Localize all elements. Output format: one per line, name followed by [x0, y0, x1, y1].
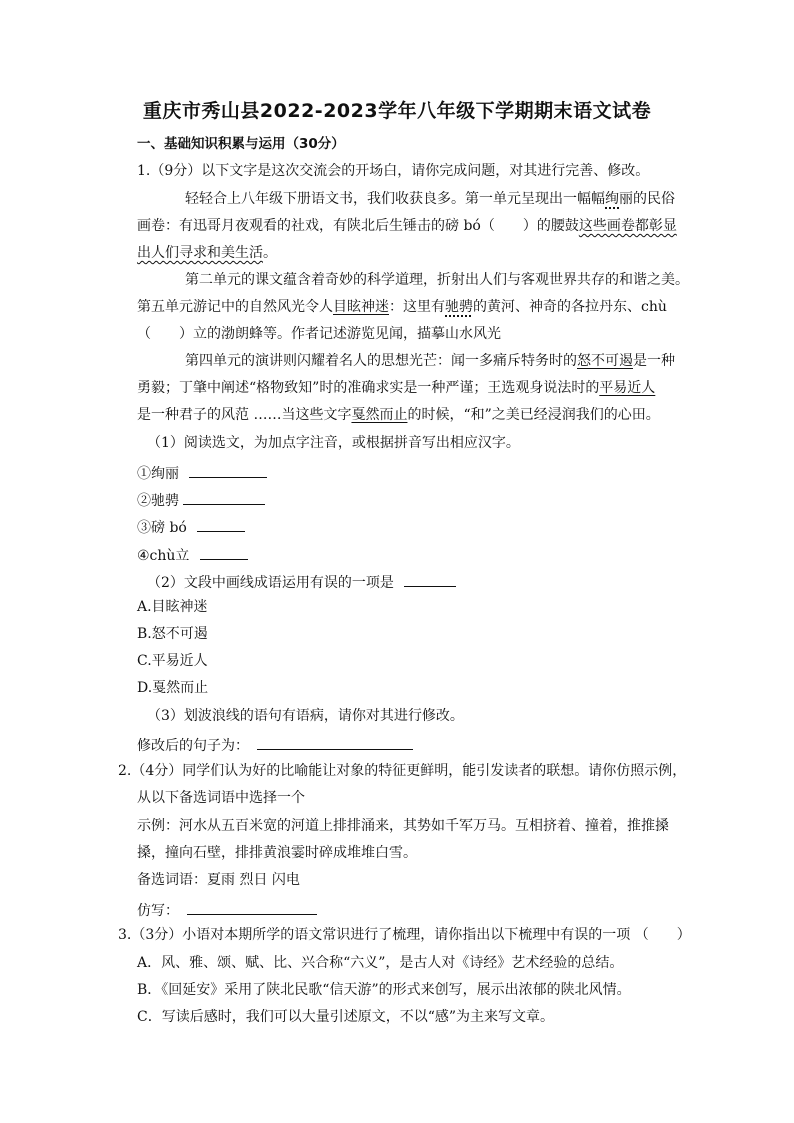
q1-passage-line — [137, 243, 277, 263]
q3-stem: 3.（3分）小语对本期所学的语文常识进行了梳理，请你指出以下梳理中有误的一项 （ ） — [118, 927, 691, 943]
text: 轻轻合上八年级下册语文书，我们收获良多。第一单元呈现出一幅幅 — [185, 191, 605, 207]
q1-passage-line — [137, 297, 667, 317]
underlined-idiom: 目眩神迷 — [333, 299, 389, 315]
q3-option-c: C．写读后感时，我们可以大量引述原文，不以“感”为主来写文章。 — [137, 1009, 555, 1025]
answer-label: 仿写： — [137, 903, 179, 919]
text: 画卷：有迅哥月夜观看的社戏，有陕北后生锤击的磅 bó（ ）的腰鼓 — [137, 218, 579, 234]
q2-stem-cont: 从以下备选词语中选择一个 — [137, 790, 305, 806]
option-c: C.平易近人 — [137, 653, 208, 669]
item-label: ②驰骋 — [137, 493, 179, 509]
q1-passage-line: （ ）立的渤朗蜂等。作者记述游览见闻，描摹山水风光 — [137, 326, 501, 342]
item-label: ③磅 bó — [137, 520, 187, 536]
underlined-idiom: 怒不可遏 — [577, 353, 633, 369]
answer-line — [137, 543, 248, 566]
q1-stem: 1.（9分）以下文字是这次交流会的开场白，请你完成问题，对其进行完善、修改。 — [137, 163, 650, 179]
exam-title: 重庆市秀山县2022-2023学年八年级下学期期末语文试卷 — [142, 100, 652, 122]
question-text: （2）文段中画线成语运用有误的一项是 — [147, 575, 394, 591]
answer-blank[interactable] — [257, 733, 413, 750]
answer-blank[interactable] — [404, 570, 456, 587]
q2-example-cont: 搡，撞向石壁，排排黄浪霎时碎成堆堆白雪。 — [137, 845, 417, 861]
text: ：这里有 — [389, 299, 445, 315]
option-b: B.怒不可遏 — [137, 626, 208, 642]
text: 第四单元的演讲则闪耀着名人的思想光芒：闻一多痛斥特务时的 — [185, 353, 577, 369]
text: 第五单元游记中的自然风光令人 — [137, 299, 333, 315]
text: 是一种 — [633, 353, 675, 369]
q1-passage-line — [137, 378, 655, 398]
answer-blank[interactable] — [187, 898, 317, 915]
underlined-idiom: 戛然而止 — [351, 407, 408, 423]
text: 丽的民俗 — [619, 191, 675, 207]
q3-option-a: A．风、雅、颂、赋、比、兴合称“六义”，是古人对《诗经》艺术经验的总结。 — [137, 955, 624, 971]
q1-sub2 — [147, 570, 456, 593]
wavy-underlined-text: 出人们寻求和美生活 — [137, 245, 263, 261]
item-label: ④chù立 — [137, 548, 190, 564]
q1-passage-line — [185, 189, 675, 209]
q1-passage-line — [137, 216, 677, 236]
item-label: ①绚丽 — [137, 466, 179, 482]
q1-passage-line: 第二单元的课文蕴含着奇妙的科学道理，折射出人们与客观世界共存的和谐之美。 — [185, 272, 689, 288]
text: 是一种君子的风范 ……当这些文字 — [137, 407, 352, 423]
wavy-underlined-text: 这些画卷都彰显 — [578, 218, 677, 234]
answer-blank[interactable] — [183, 488, 265, 505]
answer-label: 修改后的句子为： — [137, 738, 249, 754]
answer-blank[interactable] — [197, 515, 245, 532]
option-d: D.戛然而止 — [137, 680, 209, 696]
answer-line — [137, 488, 265, 511]
underlined-idiom: 平易近人 — [599, 380, 656, 396]
section-heading: 一、基础知识积累与运用（30分） — [137, 136, 345, 152]
q2-candidate-words: 备选词语：夏雨 烈日 闪电 — [137, 872, 300, 888]
answer-line — [137, 515, 245, 538]
answer-blank[interactable] — [200, 543, 248, 560]
answer-blank[interactable] — [189, 461, 267, 478]
text: 的黄河、神奇的各拉丹东、chù — [473, 299, 667, 315]
q1-passage-line — [137, 405, 660, 425]
option-a: A.目眩神迷 — [137, 599, 208, 615]
text: 。 — [263, 245, 277, 261]
dotted-char: 绚 — [605, 191, 619, 207]
q1-passage-line — [185, 351, 675, 371]
q1-sub1: （1）阅读选文，为加点字注音，或根据拼音写出相应汉字。 — [147, 435, 520, 451]
answer-line — [137, 898, 317, 921]
q3-option-b: B．《回延安》采用了陕北民歌“信天游”的形式来创写，展示出浓郁的陕北风情。 — [137, 982, 631, 998]
q1-sub3: （3）划波浪线的语句有语病，请你对其进行修改。 — [147, 708, 464, 724]
q2-stem: 2.（4分）同学们认为好的比喻能让对象的特征更鲜明，能引发读者的联想。请你仿照示例， — [118, 763, 687, 779]
text: 勇毅；丁肇中阐述“格物致知”时的准确求实是一种严谨；王选观身说法时的 — [137, 380, 600, 396]
answer-line — [137, 461, 267, 484]
dotted-char: 驰骋 — [445, 299, 473, 315]
text: 的时候，“和”之美已经浸润我们的心田。 — [407, 407, 660, 423]
answer-line — [137, 733, 413, 756]
q2-example: 示例：河水从五百米宽的河道上排排涌来，其势如千军万马。互相挤着、撞着，推推搡 — [137, 818, 669, 834]
